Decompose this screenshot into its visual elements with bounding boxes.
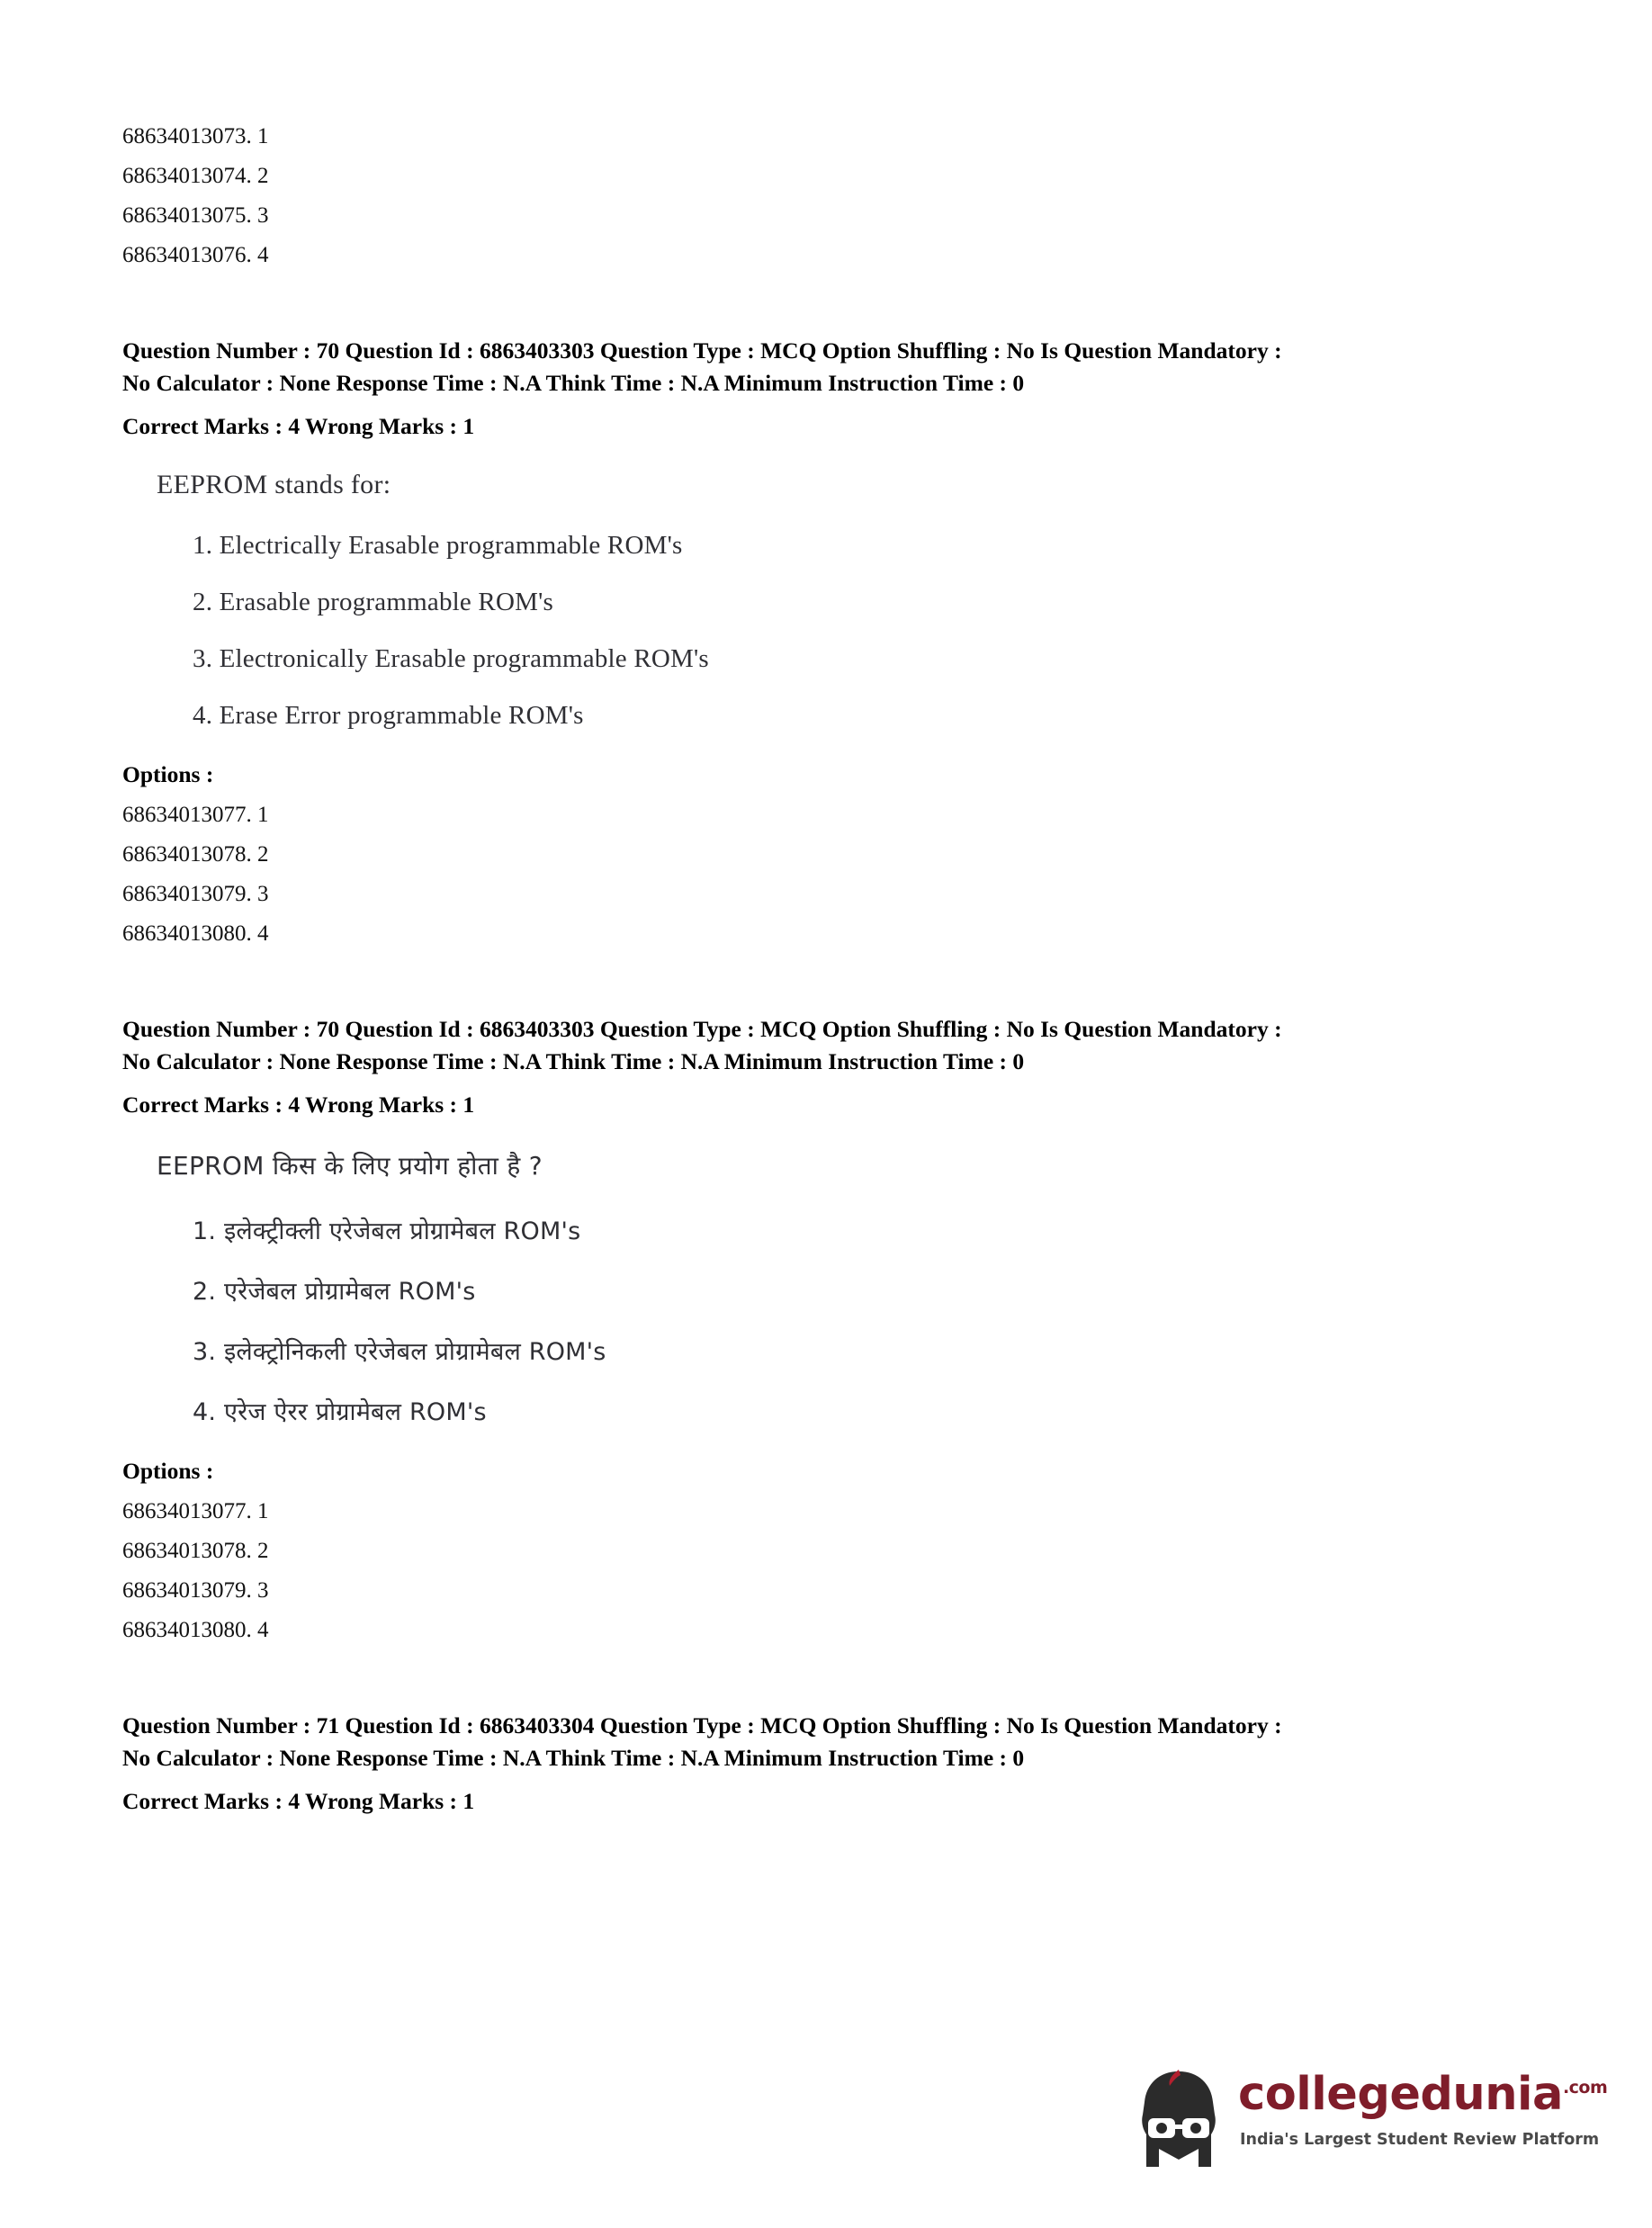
option-id-line: 68634013076. 4 [122, 243, 269, 267]
choice-1: 1. इलेक्ट्रीक्ली एरेजेबल प्रोग्रामेबल ROM's [193, 1217, 581, 1245]
question-meta [122, 1013, 1535, 1121]
logo-name: collegedunia [1238, 2068, 1563, 2121]
question-meta-marks: Correct Marks : 4 Wrong Marks : 1 [122, 1092, 475, 1118]
question-block-71 [122, 1710, 1535, 1818]
question-block-70-english [122, 335, 1535, 954]
document-content [122, 117, 1535, 1818]
collegedunia-wordmark [1238, 2068, 1607, 2121]
question-meta-marks: Correct Marks : 4 Wrong Marks : 1 [122, 1788, 475, 1814]
option-id-line: 68634013077. 1 [122, 803, 269, 827]
choice-4: 4. Erase Error programmable ROM's [193, 701, 584, 730]
option-id-line: 68634013080. 4 [122, 921, 269, 946]
option-id-line: 68634013075. 3 [122, 203, 269, 228]
options-label: Options : [122, 1458, 214, 1484]
choice-2: 2. Erasable programmable ROM's [193, 588, 554, 616]
question-scan-image-hindi [122, 1148, 1535, 1427]
choice-1: 1. Electrically Erasable programmable ROM's [193, 531, 683, 560]
question-meta-marks: Correct Marks : 4 Wrong Marks : 1 [122, 413, 475, 439]
question-block-70-hindi [122, 1013, 1535, 1650]
option-id-line: 68634013080. 4 [122, 1618, 269, 1642]
question-meta-line1: Question Number : 70 Question Id : 6863403303 Question Type : MCQ Option Shuffling : No Is Question Mandatory : [122, 337, 1282, 364]
question-meta-line1: Question Number : 70 Question Id : 6863403303 Question Type : MCQ Option Shuffling : No Is Question Mandatory : [122, 1016, 1282, 1042]
option-id-line: 68634013078. 2 [122, 842, 269, 867]
choice-3: 3. इलेक्ट्रोनिकली एरेजेबल प्रोग्रामेबल ROM's [193, 1338, 606, 1366]
options-label: Options : [122, 761, 214, 787]
choice-2: 2. एरेजेबल प्रोग्रामेबल ROM's [193, 1278, 476, 1306]
option-id-list [122, 795, 1535, 954]
option-id-list [122, 1492, 1535, 1650]
question-meta-line2: No Calculator : None Response Time : N.A Think Time : N.A Minimum Instruction Time : 0 [122, 1745, 1025, 1771]
question-meta [122, 335, 1535, 443]
spacer [122, 954, 1535, 1013]
spacer [122, 1650, 1535, 1710]
question-meta [122, 1710, 1535, 1818]
collegedunia-watermark [1132, 2061, 1608, 2169]
question-scan-image-english [122, 470, 1535, 731]
question-meta-line2: No Calculator : None Response Time : N.A Think Time : N.A Minimum Instruction Time : 0 [122, 370, 1025, 396]
question-text: EEPROM किस के लिए प्रयोग होता है ? [157, 1151, 543, 1181]
option-id-line: 68634013079. 3 [122, 882, 269, 906]
option-id-line: 68634013077. 1 [122, 1499, 269, 1523]
choice-4: 4. एरेज ऐरर प्रोग्रामेबल ROM's [193, 1398, 487, 1426]
option-id-line: 68634013078. 2 [122, 1539, 269, 1563]
question-meta-line2: No Calculator : None Response Time : N.A Think Time : N.A Minimum Instruction Time : 0 [122, 1048, 1025, 1074]
logo-tagline: India's Largest Student Review Platform [1240, 2131, 1600, 2149]
option-id-line: 68634013073. 1 [122, 124, 269, 148]
question-text: EEPROM stands for: [157, 470, 391, 499]
collegedunia-mascot-icon [1132, 2066, 1226, 2167]
question-meta-line1: Question Number : 71 Question Id : 6863403304 Question Type : MCQ Option Shuffling : No Is Question Mandatory : [122, 1712, 1282, 1738]
option-id-line: 68634013074. 2 [122, 164, 269, 188]
option-id-line: 68634013079. 3 [122, 1578, 269, 1603]
logo-domain-suffix: .com [1562, 2078, 1608, 2098]
spacer [122, 275, 1535, 335]
option-id-list-top [122, 117, 1535, 275]
choice-3: 3. Electronically Erasable programmable ROM's [193, 644, 709, 673]
